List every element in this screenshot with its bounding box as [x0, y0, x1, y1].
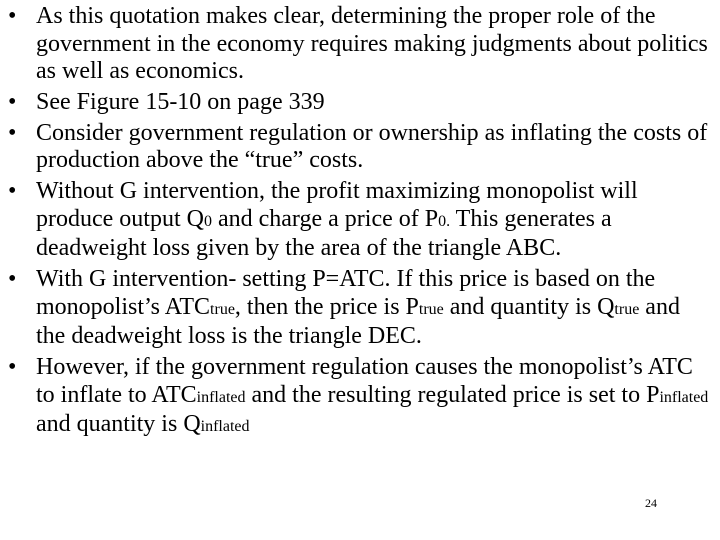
bullet-text-part: and the resulting regulated price is set to P: [245, 381, 660, 408]
bullet-item-6: [8, 354, 714, 441]
bullet-item-3: [8, 120, 714, 175]
subscript-atc-true: true: [210, 300, 235, 318]
bullet-text-part: and quantity is Q: [36, 411, 201, 438]
subscript-atc-inflated: inflated: [196, 388, 246, 406]
subscript-q-inflated: inflated: [200, 418, 250, 436]
bullet-text-part: With G intervention- setting P=ATC. If this price is based on the monopolist’s ATC: [36, 266, 656, 320]
page-number: 24: [645, 496, 657, 510]
bullet-text-part: Without G intervention, the profit maximizing monopolist will produce output Q: [36, 178, 638, 232]
bullet-item-4: [8, 178, 714, 263]
bullet-text-part: , then the price is P: [234, 293, 419, 320]
bullet-item-5: [8, 266, 714, 351]
bullet-icon: •: [8, 178, 17, 205]
bullet-icon: •: [8, 354, 17, 381]
bullet-item-2: [8, 89, 714, 117]
bullet-text-part: However, if the government regulation causes the monopolist’s ATC to inflate to ATC: [36, 354, 693, 408]
bullet-text-part: and quantity is Q: [443, 293, 615, 320]
bullet-item-1: [8, 3, 714, 86]
subscript-q-true: true: [614, 300, 640, 318]
subscript-q0: 0: [203, 212, 212, 230]
bullet-icon: •: [8, 119, 17, 146]
bullet-icon: •: [8, 266, 17, 293]
bullet-text-part: and charge a price of P: [211, 205, 439, 232]
bullet-text: As this quotation makes clear, determining the proper role of the government in the economy requires making judgments about politics as well as economics.: [36, 3, 708, 85]
bullet-text-part: and the deadweight loss is the triangle DEC.: [36, 293, 680, 350]
subscript-p-inflated: inflated: [659, 388, 709, 406]
bullet-text-part: This generates a deadweight loss given by the area of the triangle ABC.: [36, 205, 612, 262]
bullet-text: Consider government regulation or ownership as inflating the costs of production above the “true” costs.: [36, 119, 708, 174]
bullet-icon: •: [8, 88, 17, 115]
bullet-list: [8, 3, 714, 444]
bullet-text: See Figure 15-10 on page 339: [36, 88, 325, 115]
bullet-icon: •: [8, 3, 17, 29]
subscript-p0: 0.: [438, 212, 451, 230]
subscript-p-true: true: [418, 300, 444, 318]
